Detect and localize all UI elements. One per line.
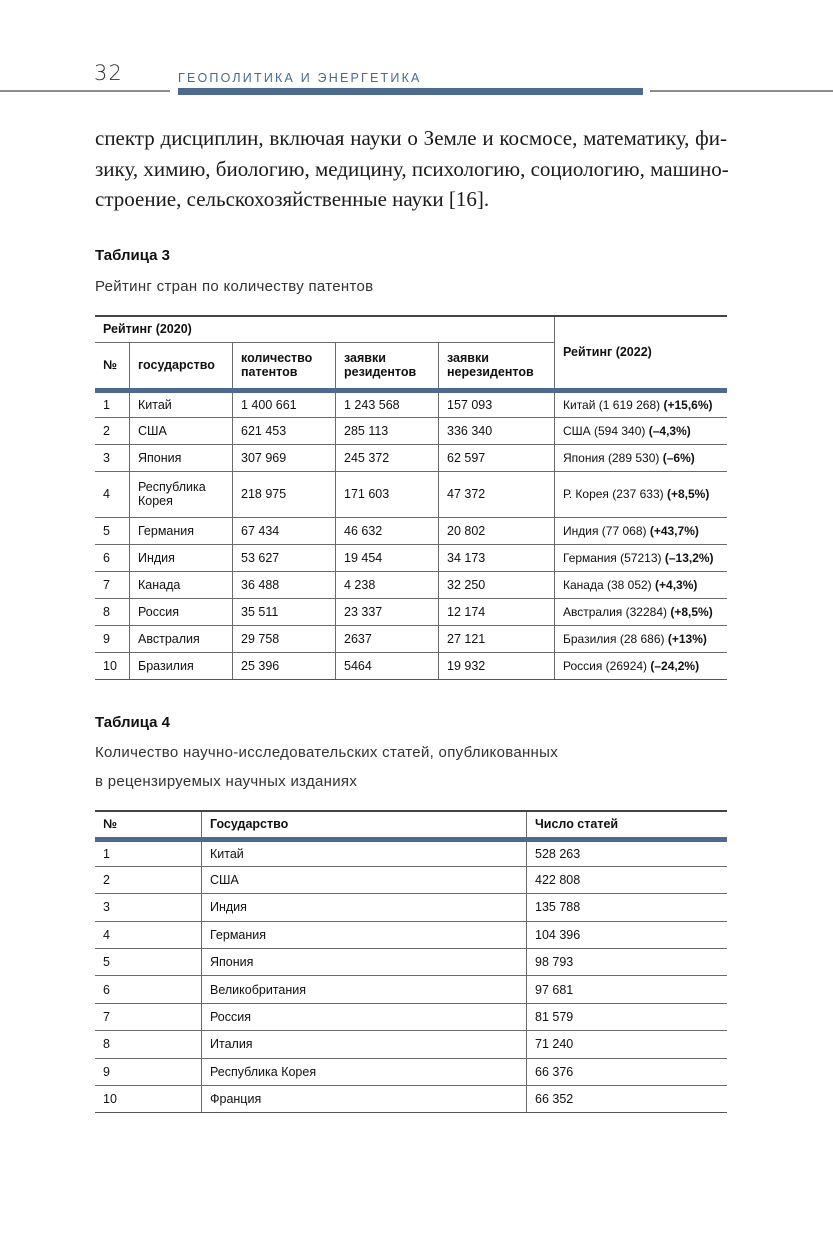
- cell-country: Япония: [202, 949, 527, 976]
- cell-patents: 621 453: [233, 417, 336, 444]
- cell-rating-2022: [555, 544, 728, 571]
- cell-country: Россия: [130, 598, 233, 625]
- table-row: [95, 839, 727, 866]
- cell-nonresidents: 19 932: [439, 652, 555, 679]
- cell-rating-2022: [555, 390, 728, 417]
- cell-count: 97 681: [527, 976, 728, 1003]
- table-row: [95, 1031, 727, 1058]
- table-row: [95, 390, 727, 417]
- rating-2022-country: Россия (26924): [563, 658, 648, 673]
- cell-country: Германия: [202, 921, 527, 948]
- cell-no: 9: [95, 1058, 202, 1085]
- cell-count: 528 263: [527, 839, 728, 866]
- cell-country: Китай: [130, 390, 233, 417]
- cell-country: Австралия: [130, 625, 233, 652]
- cell-residents: 2637: [336, 625, 439, 652]
- table4-label: Таблица 4: [95, 714, 171, 731]
- table3-label: Таблица 3: [95, 247, 171, 264]
- cell-country: Индия: [202, 894, 527, 921]
- cell-no: 1: [95, 390, 130, 417]
- cell-no: 5: [95, 517, 130, 544]
- table-row: [95, 1086, 727, 1113]
- rating-2022-country: Австралия (32284): [563, 604, 667, 619]
- cell-residents: 285 113: [336, 417, 439, 444]
- rating-2022-country: США (594 340): [563, 423, 646, 438]
- cell-nonresidents: 20 802: [439, 517, 555, 544]
- cell-country: Франция: [202, 1086, 527, 1113]
- cell-country: Китай: [202, 839, 527, 866]
- cell-residents: 46 632: [336, 517, 439, 544]
- cell-country: Республика Корея: [130, 471, 233, 517]
- cell-nonresidents: 157 093: [439, 390, 555, 417]
- cell-residents: 4 238: [336, 571, 439, 598]
- rating-change: (+15,6%): [663, 397, 713, 412]
- cell-country: Италия: [202, 1031, 527, 1058]
- cell-residents: 171 603: [336, 471, 439, 517]
- cell-country: Великобритания: [202, 976, 527, 1003]
- rating-2022-country: Индия (77 068): [563, 523, 647, 538]
- cell-count: 135 788: [527, 894, 728, 921]
- cell-patents: 1 400 661: [233, 390, 336, 417]
- cell-no: 3: [95, 894, 202, 921]
- cell-residents: 245 372: [336, 444, 439, 471]
- table-row: [95, 417, 727, 444]
- table-row: [95, 544, 727, 571]
- cell-no: 3: [95, 444, 130, 471]
- header-2022: Рейтинг (2022): [555, 316, 728, 390]
- col-header-count: Число статей: [527, 811, 728, 839]
- cell-no: 7: [95, 571, 130, 598]
- table-row: [95, 517, 727, 544]
- table-row: [95, 894, 727, 921]
- cell-no: 6: [95, 976, 202, 1003]
- caption-line: Количество научно-исследовательских статей, опубликованных: [95, 744, 559, 761]
- cell-country: Россия: [202, 1003, 527, 1030]
- cell-no: 8: [95, 598, 130, 625]
- rating-2022-country: Р. Корея (237 633): [563, 487, 664, 501]
- cell-patents: 25 396: [233, 652, 336, 679]
- cell-rating-2022: [555, 652, 728, 679]
- cell-country: Германия: [130, 517, 233, 544]
- cell-residents: 1 243 568: [336, 390, 439, 417]
- cell-patents: 29 758: [233, 625, 336, 652]
- cell-residents: 19 454: [336, 544, 439, 571]
- cell-residents: 23 337: [336, 598, 439, 625]
- rating-change: (–24,2%): [650, 658, 700, 673]
- body-paragraph: [95, 123, 727, 215]
- cell-country: Бразилия: [130, 652, 233, 679]
- table-row: [95, 471, 727, 517]
- rating-2022-country: Канада (38 052): [563, 577, 652, 592]
- col-header-nonresidents: заявки нерезидентов: [439, 342, 555, 390]
- cell-count: 81 579: [527, 1003, 728, 1030]
- articles-table: [95, 810, 727, 1113]
- cell-rating-2022: [555, 625, 728, 652]
- table-row: [95, 571, 727, 598]
- rating-change: (+8,5%): [666, 487, 710, 501]
- cell-no: 7: [95, 1003, 202, 1030]
- cell-count: 66 376: [527, 1058, 728, 1085]
- cell-no: 9: [95, 625, 130, 652]
- rating-2022-country: Китай (1 619 268): [563, 397, 661, 412]
- rating-change: (+43,7%): [649, 523, 699, 538]
- col-header-country: Государство: [202, 811, 527, 839]
- table-row: [95, 921, 727, 948]
- table-row: [95, 976, 727, 1003]
- rating-change: (–6%): [662, 450, 695, 465]
- table-row: [95, 652, 727, 679]
- cell-no: 6: [95, 544, 130, 571]
- col-header-no: №: [95, 342, 130, 390]
- cell-no: 4: [95, 921, 202, 948]
- body-line: зику, химию, биологию, медицину, психологию, социологию, машино-: [95, 156, 729, 181]
- cell-count: 66 352: [527, 1086, 728, 1113]
- cell-no: 10: [95, 1086, 202, 1113]
- header-rule-left: [0, 90, 170, 92]
- cell-rating-2022: [555, 571, 728, 598]
- col-header-no: №: [95, 811, 202, 839]
- cell-nonresidents: 27 121: [439, 625, 555, 652]
- cell-no: 2: [95, 417, 130, 444]
- cell-country: Индия: [130, 544, 233, 571]
- col-header-country: государство: [130, 342, 233, 390]
- cell-no: 5: [95, 949, 202, 976]
- rating-change: (+13%): [667, 631, 707, 646]
- cell-count: 422 808: [527, 866, 728, 893]
- cell-patents: 36 488: [233, 571, 336, 598]
- rating-2022-country: Германия (57213): [563, 550, 662, 565]
- cell-no: 2: [95, 866, 202, 893]
- rating-change: (–13,2%): [664, 550, 714, 565]
- header-rule-right: [650, 90, 833, 92]
- cell-patents: 53 627: [233, 544, 336, 571]
- cell-rating-2022: [555, 417, 728, 444]
- rating-2022-country: Бразилия (28 686): [563, 631, 665, 646]
- cell-rating-2022: [555, 471, 728, 517]
- rating-change: (+8,5%): [670, 604, 713, 619]
- table-row: [95, 625, 727, 652]
- cell-country: США: [202, 866, 527, 893]
- group-header-2020: Рейтинг (2020): [95, 316, 555, 342]
- col-header-patents: количество патентов: [233, 342, 336, 390]
- cell-patents: 307 969: [233, 444, 336, 471]
- cell-rating-2022: [555, 517, 728, 544]
- cell-count: 98 793: [527, 949, 728, 976]
- cell-nonresidents: 32 250: [439, 571, 555, 598]
- rating-2022-country: Япония (289 530): [563, 450, 660, 465]
- table-row: [95, 949, 727, 976]
- cell-country: Япония: [130, 444, 233, 471]
- cell-no: 10: [95, 652, 130, 679]
- cell-residents: 5464: [336, 652, 439, 679]
- rating-change: (+4,3%): [655, 577, 698, 592]
- cell-nonresidents: 336 340: [439, 417, 555, 444]
- table4-caption: [95, 738, 558, 796]
- cell-country: Республика Корея: [202, 1058, 527, 1085]
- caption-line: в рецензируемых научных изданиях: [95, 773, 358, 790]
- table-row: [95, 1003, 727, 1030]
- cell-rating-2022: [555, 444, 728, 471]
- cell-nonresidents: 34 173: [439, 544, 555, 571]
- col-header-residents: заявки резидентов: [336, 342, 439, 390]
- cell-no: 1: [95, 839, 202, 866]
- cell-country: Канада: [130, 571, 233, 598]
- body-line: спектр дисциплин, включая науки о Земле и космосе, математику, фи-: [95, 126, 727, 150]
- table-row: [95, 1058, 727, 1085]
- table-row: [95, 866, 727, 893]
- cell-no: 4: [95, 471, 130, 517]
- cell-rating-2022: [555, 598, 728, 625]
- cell-count: 104 396: [527, 921, 728, 948]
- cell-patents: 67 434: [233, 517, 336, 544]
- cell-count: 71 240: [527, 1031, 728, 1058]
- cell-patents: 35 511: [233, 598, 336, 625]
- page-number: 32: [94, 61, 123, 85]
- patents-table: [95, 315, 727, 680]
- rating-change: (–4,3%): [648, 423, 691, 438]
- header-accent-bar: [178, 88, 643, 95]
- cell-patents: 218 975: [233, 471, 336, 517]
- table-row: [95, 444, 727, 471]
- cell-country: США: [130, 417, 233, 444]
- body-line: строение, сельскохозяйственные науки [16].: [95, 187, 490, 211]
- cell-no: 8: [95, 1031, 202, 1058]
- table3-caption: Рейтинг стран по количеству патентов: [95, 278, 374, 295]
- running-title: ГЕОПОЛИТИКА И ЭНЕРГЕТИКА: [178, 71, 422, 85]
- cell-nonresidents: 62 597: [439, 444, 555, 471]
- cell-nonresidents: 47 372: [439, 471, 555, 517]
- table-row: [95, 598, 727, 625]
- cell-nonresidents: 12 174: [439, 598, 555, 625]
